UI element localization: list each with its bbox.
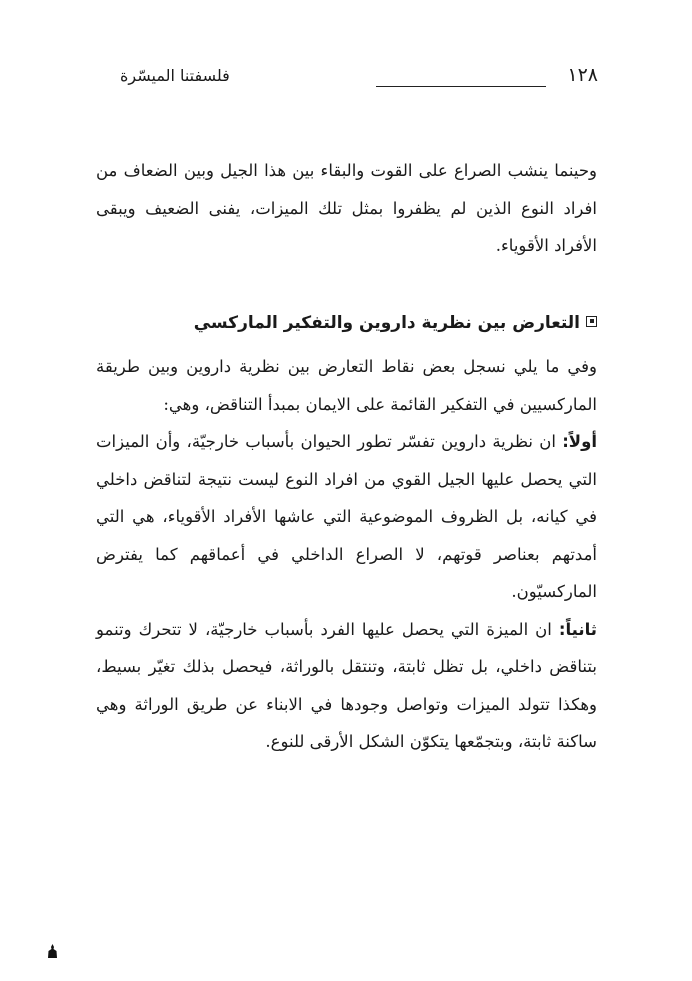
square-bullet-icon [586, 316, 597, 327]
book-title: فلسفتنا الميسّرة [120, 66, 230, 85]
section-intro-paragraph: وفي ما يلي نسجل بعض نقاط التعارض بين نظرية داروين وبين طريقة الماركسيين في التفكير القائمة على الايمان بمبدأ التناقض، وهي: [96, 357, 597, 414]
intro-paragraph: وحينما ينشب الصراع على القوت والبقاء بين هذا الجيل وبين الضعاف من افراد النوع الذين لم يظفروا بمثل تلك الميزات، يفنى الضعيف ويبقى الأفراد الأقوياء. [96, 161, 597, 255]
point-first [96, 423, 597, 611]
point-lead: ثانياً: [558, 619, 597, 639]
section-heading-text: التعارض بين نظرية داروين والتفكير الماركسي [193, 312, 580, 333]
page-number: ١٢٨ [567, 64, 598, 86]
page-ornament-icon [48, 944, 57, 958]
point-text: ان نظرية داروين تفسّر تطور الحيوان بأسباب خارجيّة، وأن الميزات التي يحصل عليها الجيل القوي من افراد النوع ليست نتيجة لتناقض داخلي في كيانه، بل الظروف الموضوعية التي عاشها الأفراد الأقوياء، هي التي أمدتهم بعناصر قوتهم، لا الصراع الداخلي في أعماقهم كما يفترض الماركسيّون. [96, 432, 597, 601]
section-heading [96, 305, 597, 343]
point-lead: أولاً: [562, 432, 597, 451]
page-body [96, 152, 597, 761]
header-rule [376, 86, 546, 87]
point-second [96, 611, 597, 761]
point-text: ان الميزة التي يحصل عليها الفرد بأسباب خارجيّة، لا تتحرك وتنمو بتناقض داخلي، بل تظل ثابتة، وتنتقل بالوراثة، فيحصل بذلك تغيّر بسيط، وهكذا تتولد الميزات وتواصل وجودها في الابناء عن طريق الوراثة وهي ساكنة ثابتة، وبتجمّعها يتكوّن الشكل الأرقى للنوع. [96, 619, 597, 751]
running-header [120, 64, 598, 94]
